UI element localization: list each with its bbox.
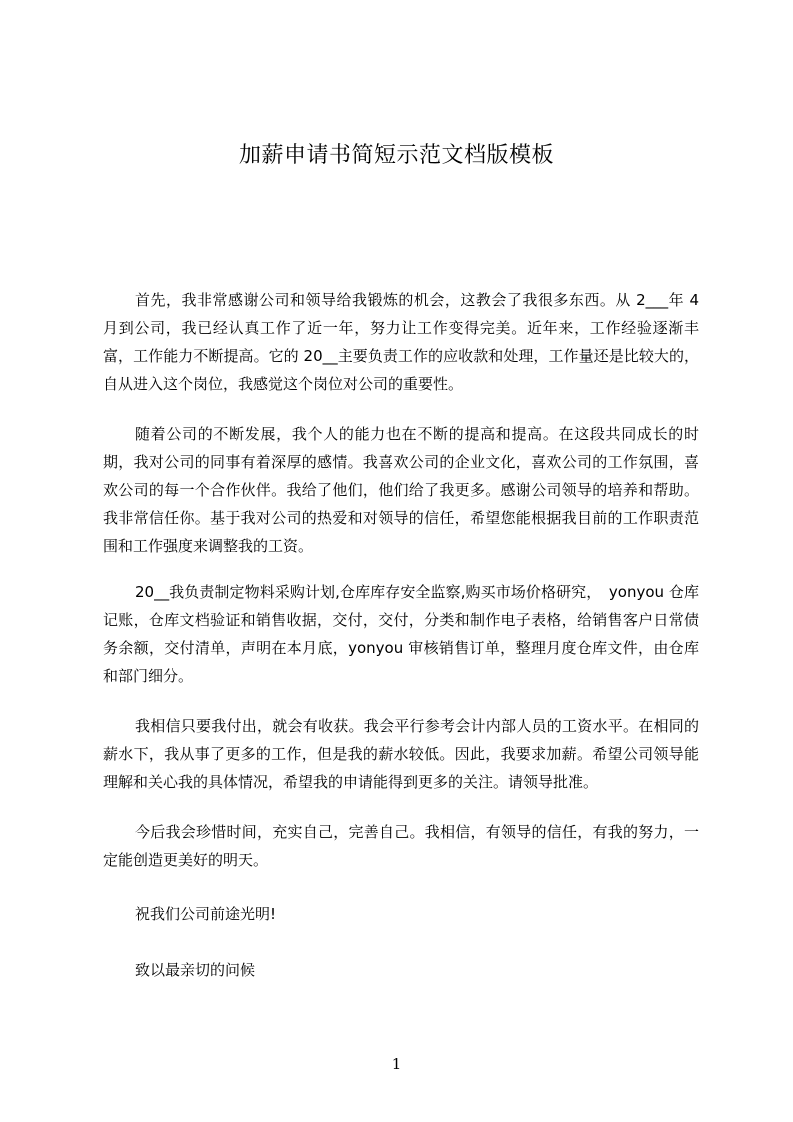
paragraph-responsibilities: 20__我负责制定物料采购计划,仓库库存安全监察,购买市场价格研究， yonyou 仓库记账，仓库文档验证和销售收据，交付，交付，分类和制作电子表格，给销售客户日常债务余额，交付清单，声明在本月底，yonyou 审核销售订单，整理月度仓库文件，由仓库和部门细分。	[103, 583, 699, 685]
paragraph-commitment: 今后我会珍惜时间，充实自己，完善自己。我相信，有领导的信任，有我的努力，一定能创造更美好的明天。	[103, 823, 699, 869]
paragraph-wish: 祝我们公司前途光明!	[135, 905, 277, 923]
paragraph-gratitude: 首先，我非常感谢公司和领导给我锻炼的机会，这教会了我很多东西。从 2___年 4 月到公司，我已经认真工作了近一年，努力让工作变得完美。近年来，工作经验逐渐丰富，工作能力不断提高。它的 20__主要负责工作的应收款和处理，工作量还是比较大的，自从进入这个岗位，我感觉这个岗位对公司的重要性。	[103, 291, 699, 393]
page-number: 1	[391, 1055, 402, 1073]
paragraph-raise-request: 我相信只要我付出，就会有收获。我会平行参考会计内部人员的工资水平。在相同的薪水下，我从事了更多的工作，但是我的薪水较低。因此，我要求加薪。希望公司领导能理解和关心我的具体情况，希望我的申请能得到更多的关注。请领导批准。	[103, 717, 699, 791]
paragraph-closing: 致以最亲切的问候	[135, 961, 256, 979]
page-title: 加薪申请书简短示范文档版模板	[238, 143, 554, 168]
paragraph-growth: 随着公司的不断发展，我个人的能力也在不断的提高和提高。在这段共同成长的时期，我对公司的同事有着深厚的感情。我喜欢公司的企业文化，喜欢公司的工作氛围，喜欢公司的每一个合作伙伴。我给了他们，他们给了我更多。感谢公司领导的培养和帮助。我非常信任你。基于我对公司的热爱和对领导的信任，希望您能根据我目前的工作职责范围和工作强度来调整我的工资。	[103, 425, 699, 555]
